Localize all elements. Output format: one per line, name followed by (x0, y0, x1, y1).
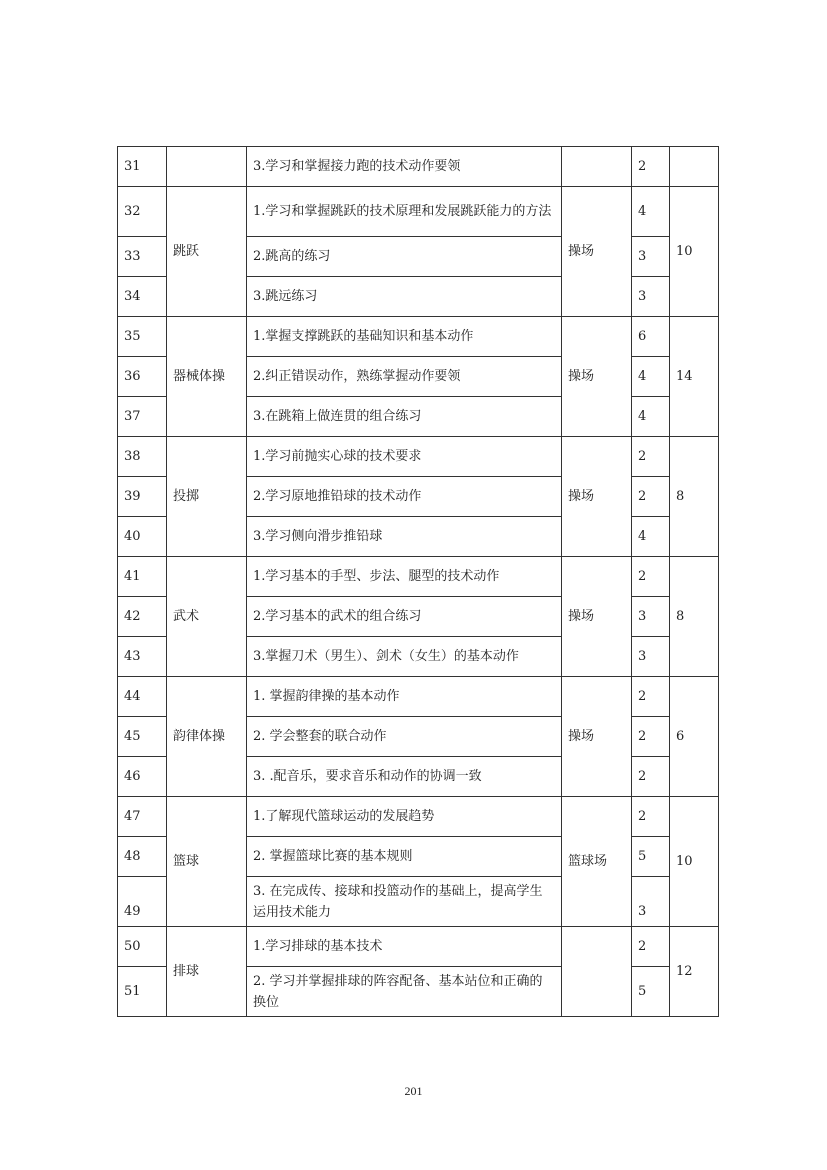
lesson-number: 32 (118, 187, 167, 237)
table-row (118, 797, 719, 837)
unit-name: 器械体操 (167, 317, 247, 437)
lesson-content: 3. 在完成传、接球和投篮动作的基础上，提高学生运用技术能力 (247, 877, 562, 927)
lesson-content: 1. 掌握韵律操的基本动作 (247, 677, 562, 717)
table-row (118, 187, 719, 237)
unit-total-hours: 12 (670, 927, 719, 1017)
unit-total-hours (670, 147, 719, 187)
table-row (118, 147, 719, 187)
unit-total-hours: 8 (670, 557, 719, 677)
venue: 操场 (562, 677, 632, 797)
venue (562, 147, 632, 187)
lesson-number: 51 (118, 967, 167, 1017)
page-number: 201 (404, 1084, 423, 1098)
lesson-number: 42 (118, 597, 167, 637)
unit-name: 排球 (167, 927, 247, 1017)
lesson-hours: 4 (632, 357, 670, 397)
lesson-hours: 2 (632, 147, 670, 187)
lesson-content: 1.掌握支撑跳跃的基础知识和基本动作 (247, 317, 562, 357)
lesson-number: 38 (118, 437, 167, 477)
table-row (118, 437, 719, 477)
lesson-hours: 5 (632, 967, 670, 1017)
lesson-number: 43 (118, 637, 167, 677)
lesson-number: 39 (118, 477, 167, 517)
lesson-content: 1.学习和掌握跳跃的技术原理和发展跳跃能力的方法 (247, 187, 562, 237)
lesson-content: 1.了解现代篮球运动的发展趋势 (247, 797, 562, 837)
lesson-content: 2.学习原地推铅球的技术动作 (247, 477, 562, 517)
lesson-hours: 3 (632, 597, 670, 637)
lesson-number: 46 (118, 757, 167, 797)
table-row (118, 927, 719, 967)
lesson-content: 2.学习基本的武术的组合练习 (247, 597, 562, 637)
venue: 操场 (562, 437, 632, 557)
course-plan-table (117, 146, 719, 1017)
lesson-number: 36 (118, 357, 167, 397)
lesson-hours: 3 (632, 877, 670, 927)
lesson-hours: 4 (632, 397, 670, 437)
lesson-number: 49 (118, 877, 167, 927)
unit-name: 投掷 (167, 437, 247, 557)
lesson-content: 3.掌握刀术（男生）、剑术（女生）的基本动作 (247, 637, 562, 677)
lesson-hours: 2 (632, 797, 670, 837)
lesson-content: 2. 学会整套的联合动作 (247, 717, 562, 757)
venue: 篮球场 (562, 797, 632, 927)
venue: 操场 (562, 317, 632, 437)
lesson-number: 48 (118, 837, 167, 877)
lesson-hours: 4 (632, 187, 670, 237)
table-row (118, 317, 719, 357)
lesson-content: 3. .配音乐，要求音乐和动作的协调一致 (247, 757, 562, 797)
lesson-number: 45 (118, 717, 167, 757)
unit-name: 武术 (167, 557, 247, 677)
venue: 操场 (562, 187, 632, 317)
lesson-content: 2.纠正错误动作，熟练掌握动作要领 (247, 357, 562, 397)
unit-total-hours: 8 (670, 437, 719, 557)
lesson-hours: 2 (632, 927, 670, 967)
lesson-hours: 6 (632, 317, 670, 357)
lesson-hours: 3 (632, 637, 670, 677)
lesson-number: 50 (118, 927, 167, 967)
lesson-number: 35 (118, 317, 167, 357)
lesson-content: 2. 学习并掌握排球的阵容配备、基本站位和正确的换位 (247, 967, 562, 1017)
unit-total-hours: 10 (670, 797, 719, 927)
lesson-number: 44 (118, 677, 167, 717)
lesson-hours: 2 (632, 677, 670, 717)
lesson-hours: 4 (632, 517, 670, 557)
lesson-number: 40 (118, 517, 167, 557)
unit-name: 跳跃 (167, 187, 247, 317)
lesson-hours: 2 (632, 757, 670, 797)
lesson-content: 1.学习前抛实心球的技术要求 (247, 437, 562, 477)
lesson-number: 33 (118, 237, 167, 277)
unit-name: 韵律体操 (167, 677, 247, 797)
unit-name: 篮球 (167, 797, 247, 927)
lesson-hours: 3 (632, 277, 670, 317)
table-row (118, 557, 719, 597)
lesson-number: 37 (118, 397, 167, 437)
lesson-content: 3.学习和掌握接力跑的技术动作要领 (247, 147, 562, 187)
lesson-hours: 2 (632, 477, 670, 517)
lesson-hours: 2 (632, 717, 670, 757)
table-row (118, 677, 719, 717)
lesson-number: 34 (118, 277, 167, 317)
unit-total-hours: 14 (670, 317, 719, 437)
lesson-hours: 5 (632, 837, 670, 877)
lesson-content: 3.学习侧向滑步推铅球 (247, 517, 562, 557)
lesson-content: 1.学习基本的手型、步法、腿型的技术动作 (247, 557, 562, 597)
unit-name (167, 147, 247, 187)
unit-total-hours: 10 (670, 187, 719, 317)
lesson-hours: 2 (632, 557, 670, 597)
unit-total-hours: 6 (670, 677, 719, 797)
lesson-content: 3.跳远练习 (247, 277, 562, 317)
lesson-content: 2.跳高的练习 (247, 237, 562, 277)
lesson-hours: 3 (632, 237, 670, 277)
venue: 操场 (562, 557, 632, 677)
lesson-number: 47 (118, 797, 167, 837)
lesson-content: 3.在跳箱上做连贯的组合练习 (247, 397, 562, 437)
lesson-hours: 2 (632, 437, 670, 477)
lesson-content: 1.学习排球的基本技术 (247, 927, 562, 967)
venue (562, 927, 632, 1017)
lesson-number: 31 (118, 147, 167, 187)
lesson-number: 41 (118, 557, 167, 597)
lesson-content: 2. 掌握篮球比赛的基本规则 (247, 837, 562, 877)
